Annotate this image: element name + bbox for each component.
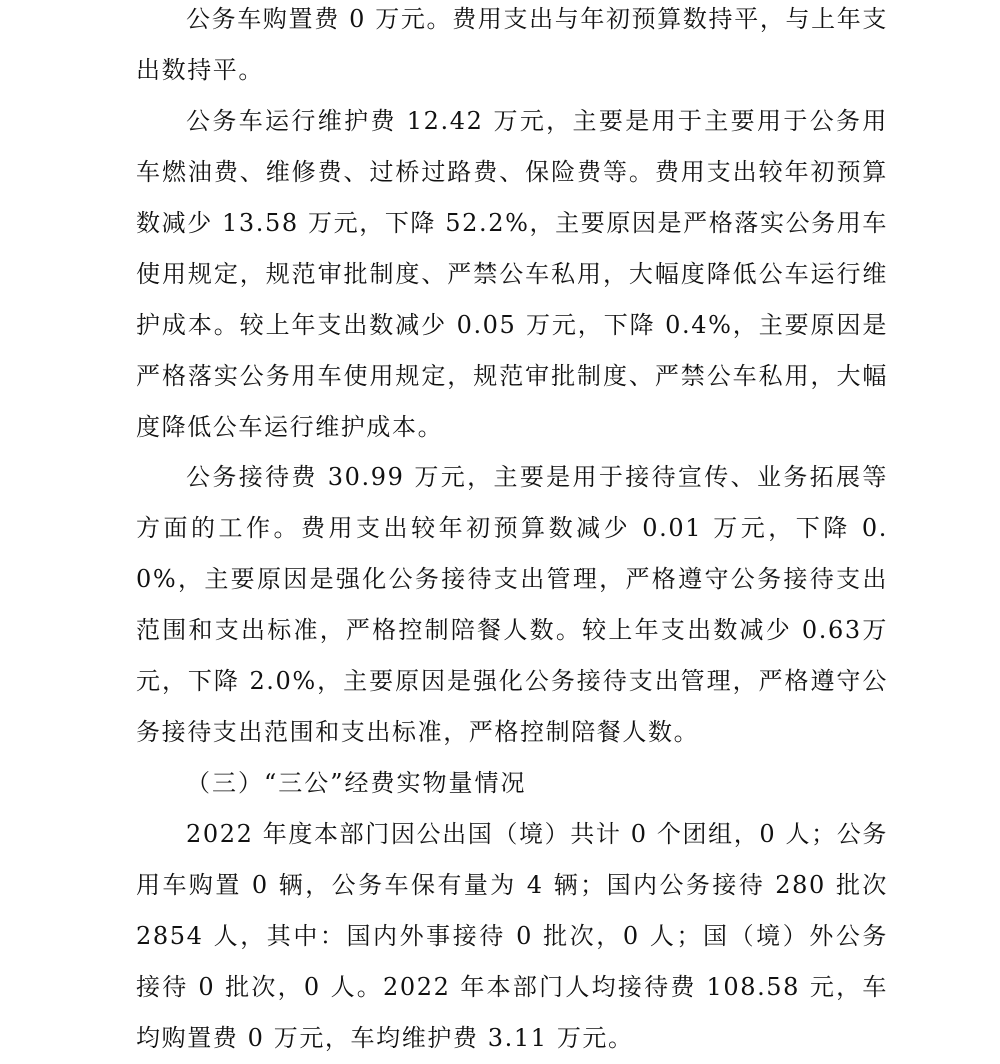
paragraph-physical-quantity: 2022 年度本部门因公出国（境）共计 0 个团组，0 人；公务用车购置 0 辆，公务车保有量为 4 辆；国内公务接待 280 批次 2854 人，其中：国内外事接待 0 批次，0 人；国（境）外公务接待 0 批次，0 人。2022 年本部门人均接待费 108.58 元，车均购置费 0 万元，车均维护费 3.11 万元。 bbox=[136, 820, 888, 1052]
paragraph-vehicle-purchase: 公务车购置费 0 万元。费用支出与年初预算数持平，与上年支出数持平。 bbox=[136, 5, 888, 84]
section-heading: （三）“三公”经费实物量情况 bbox=[186, 769, 527, 797]
paragraph-reception-fee: 公务接待费 30.99 万元，主要是用于接待宣传、业务拓展等方面的工作。费用支出较年初预算数减少 0.01 万元，下降 0.0%，主要原因是强化公务接待支出管理，严格遵守公务接待支出范围和支出标准，严格控制陪餐人数。较上年支出数减少 0.63万元，下降 2.0%，主要原因是强化公务接待支出管理，严格遵守公务接待支出范围和支出标准，严格控制陪餐人数。 bbox=[136, 463, 888, 746]
paragraph-vehicle-maintenance: 公务车运行维护费 12.42 万元，主要是用于主要用于公务用车燃油费、维修费、过桥过路费、保险费等。费用支出较年初预算数减少 13.58 万元，下降 52.2%，主要原因是严格落实公务用车使用规定，规范审批制度、严禁公车私用，大幅度降低公车运行维护成本。较上年支出数减少 0.05 万元，下降 0.4%，主要原因是严格落实公务用车使用规定，规范审批制度、严禁公车私用，大幅度降低公车运行维护成本。 bbox=[136, 107, 888, 441]
